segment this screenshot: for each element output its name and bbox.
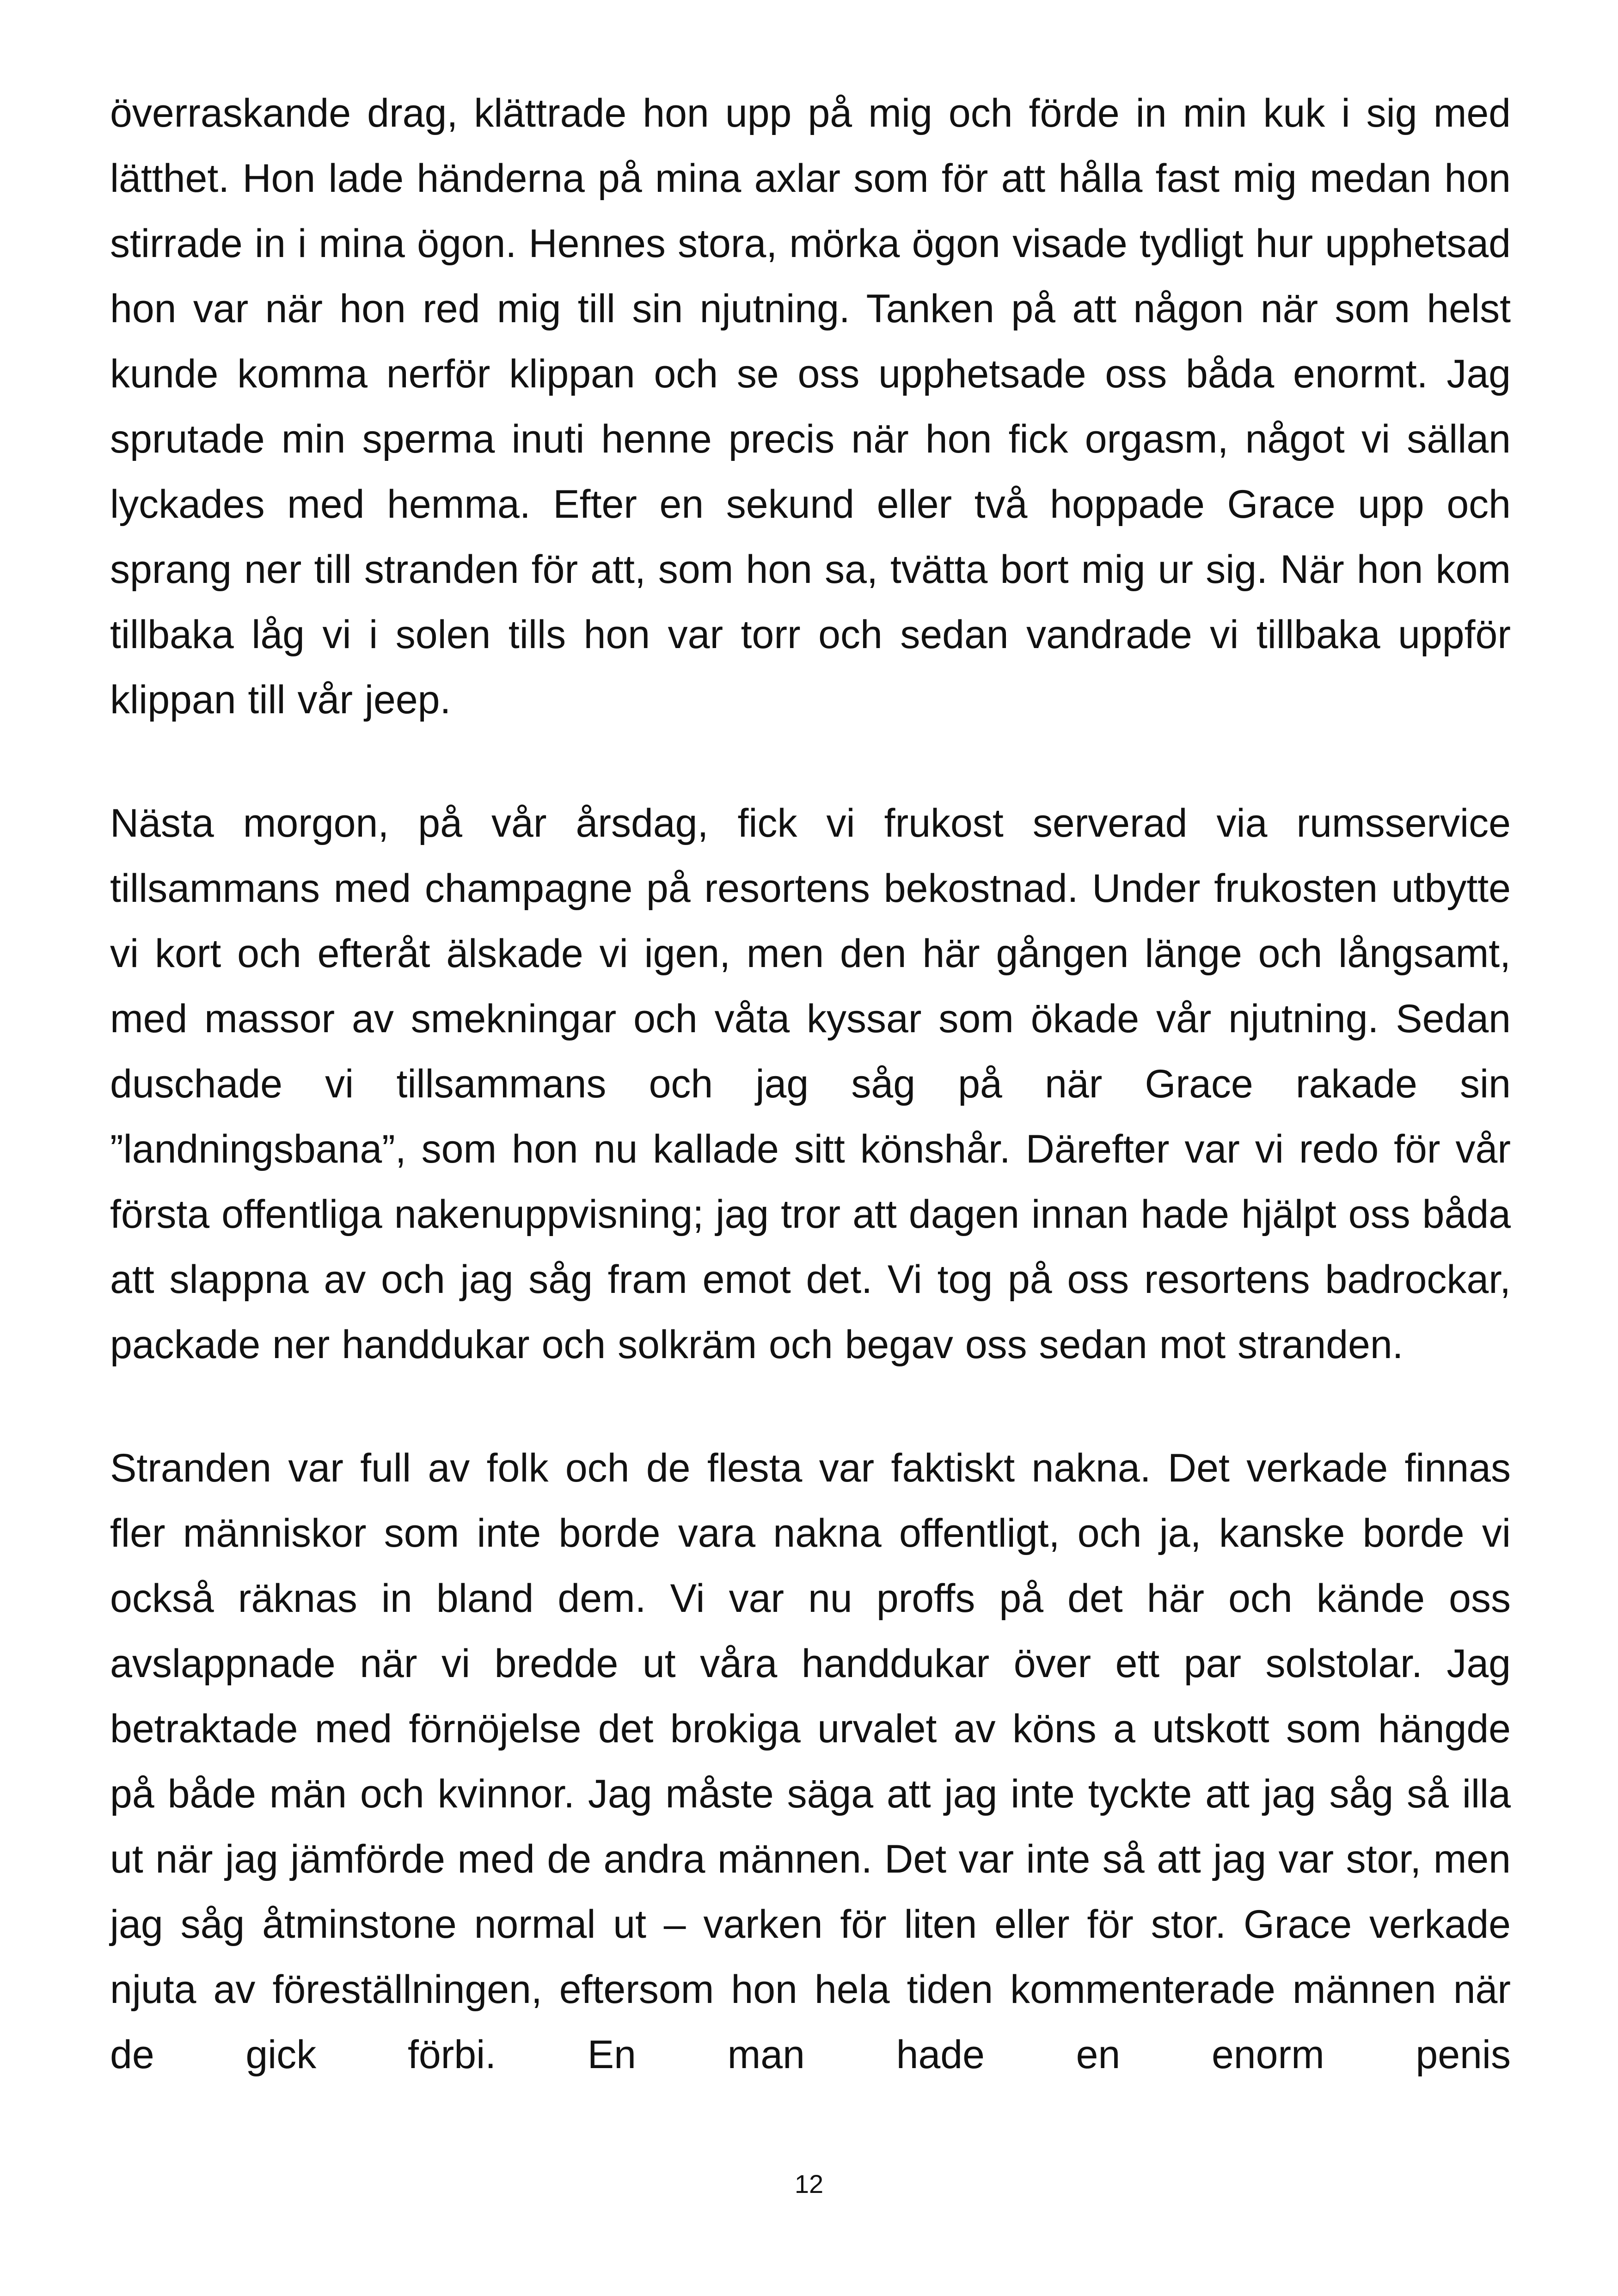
page-number: 12 — [794, 2169, 824, 2198]
paragraph-3: Stranden var full av folk och de flesta var faktiskt nakna. Det verkade finnas fler människor som inte borde vara nakna offentligt, och ja, kanske borde vi också räknas in bland dem. Vi var nu proffs på det här och kände oss avslappnade när vi bredde ut våra handdukar över ett par solstolar. Jag betraktade med förnöjelse det brokiga urvalet av köns a utskott som hängde på både män och kvinnor. Jag måste säga att jag inte tyckte att jag såg så illa ut när jag jämförde med de andra männen. Det var inte så att jag var stor, men jag såg åtminstone normal ut – varken för liten eller för stor. Grace verkade njuta av föreställningen, eftersom hon hela tiden kommenterade männen när de gick förbi. En man hade en enorm penis — [110, 1446, 1511, 2077]
paragraph-1: överraskande drag, klättrade hon upp på mig och förde in min kuk i sig med lätthet. Hon lade händerna på mina axlar som för att hålla fast mig medan hon stirrade in i mina ögon. Hennes stora, mörka ögon visade tydligt hur upphetsad hon var när hon red mig till sin njutning. Tanken på att någon när som helst kunde komma nerför klippan och se oss upphetsade oss båda enormt. Jag sprutade min sperma inuti henne precis när hon fick orgasm, något vi sällan lyckades med hemma. Efter en sekund eller två hoppade Grace upp och sprang ner till stranden för att, som hon sa, tvätta bort mig ur sig. När hon kom tillbaka låg vi i solen tills hon var torr och sedan vandrade vi tillbaka uppför klippan till vår jeep. — [110, 91, 1511, 722]
paragraph-2: Nästa morgon, på vår årsdag, fick vi frukost serverad via rumsservice tillsammans med champagne på resortens bekostnad. Under frukosten utbytte vi kort och efteråt älskade vi igen, men den här gången länge och långsamt, med massor av smekningar och våta kyssar som ökade vår njutning. Sedan duschade vi tillsammans och jag såg på när Grace rakade sin ”landningsbana”, som hon nu kallade sitt könshår. Därefter var vi redo för vår första offentliga nakenuppvisning; jag tror att dagen innan hade hjälpt oss båda att slappna av och jag såg fram emot det. Vi tog på oss resortens badrockar, packade ner handdukar och solkräm och begav oss sedan mot stranden. — [110, 801, 1511, 1367]
body-text — [110, 81, 1511, 2088]
